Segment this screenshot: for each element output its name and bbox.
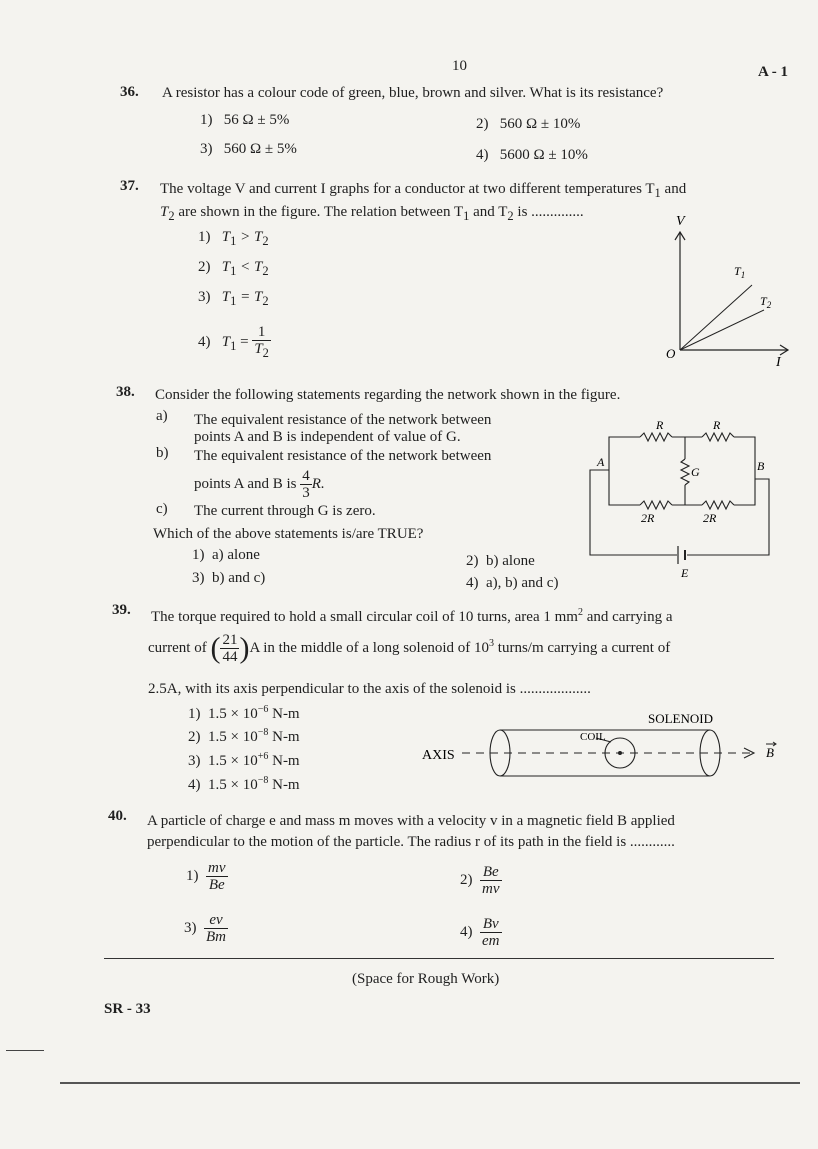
- q38-option-2[interactable]: 2) b) alone: [466, 553, 535, 569]
- q38-question: Which of the above statements is/are TRUE?: [153, 526, 424, 542]
- solenoid-label: SOLENOID: [648, 711, 713, 726]
- graph-x-label: I: [776, 355, 781, 370]
- q39-option-3[interactable]: 3) $1.5 \times 10^{+6}$ N-m: [188, 751, 300, 769]
- label-r1: R: [656, 418, 664, 432]
- graph-y-label: V: [676, 214, 685, 229]
- label-r3: 2R: [641, 511, 655, 525]
- rough-work-label: (Space for Rough Work): [352, 971, 500, 987]
- q36-option-2[interactable]: 2) 560 Ω ± 10%: [476, 116, 581, 132]
- q38-b-line2: points A and B is $\frac{4}{3}$ R.: [194, 468, 325, 501]
- q38-number: 38.: [116, 384, 135, 400]
- q38-circuit-diagram: [585, 415, 780, 580]
- q38-c-label: c): [156, 501, 168, 517]
- resistor-r4: [702, 501, 734, 509]
- page-bottom-edge: [60, 1082, 800, 1084]
- q39-number: 39.: [112, 602, 131, 618]
- q36-option-4[interactable]: 4) 5600 Ω ± 10%: [476, 147, 588, 163]
- q38-option-1[interactable]: 1) a) alone: [192, 547, 260, 563]
- q40-option-1[interactable]: 1) $\frac{mv}{Be}$: [186, 860, 226, 893]
- q37-vi-graph: [660, 210, 800, 375]
- q37-option-3[interactable]: 3) $T_1 = T_2$: [198, 289, 269, 308]
- q39-option-4[interactable]: 4) $1.5 \times 10^{-8}$ N-m: [188, 775, 300, 793]
- q37-option-2[interactable]: 2) $T_1 < T_2$: [198, 259, 269, 278]
- q40-line2: perpendicular to the motion of the particle. The radius r of its path in the field is ............: [147, 834, 675, 850]
- q36-number: 36.: [120, 84, 139, 100]
- resistor-r2: [702, 433, 734, 441]
- page-number: 10: [452, 58, 467, 74]
- coil-label: COIL: [580, 731, 606, 743]
- label-g: G: [691, 465, 700, 479]
- label-b: B: [757, 459, 765, 473]
- q37-option-1[interactable]: 1) $T_1 > T_2$: [198, 229, 269, 248]
- q38-option-3[interactable]: 3) b) and c): [192, 570, 266, 586]
- q36-option-3[interactable]: 3) 560 Ω ± 5%: [200, 141, 297, 157]
- q37-option-4[interactable]: 4) $T_1$ = $\frac{1}{T_2}$: [198, 324, 269, 360]
- scan-mark: [6, 1050, 44, 1051]
- q40-line1: A particle of charge e and mass m moves with a velocity v in a magnetic field B applied: [147, 813, 675, 829]
- label-a: A: [597, 455, 605, 469]
- q36-option-1[interactable]: 1) 56 Ω ± 5%: [200, 112, 290, 128]
- q40-option-2[interactable]: 2) $\frac{Be}{mv}$: [460, 864, 500, 897]
- q39-line3: 2.5A, with its axis perpendicular to the axis of the solenoid is ...................: [148, 681, 591, 697]
- q36-text: A resistor has a colour code of green, blue, brown and silver. What is its resistance?: [162, 85, 664, 101]
- graph-t2-label: $T_2$: [760, 294, 772, 310]
- t1-line: [680, 285, 752, 350]
- q37-text-line2: $T_2$ are shown in the figure. The relation between $T_1$ and $T_2$ is ..............: [160, 204, 584, 223]
- q39-line2: current of ( $\frac{21}{44}$ )A in the middle of a long solenoid of $10^3$ turns/m carrying a current of: [148, 631, 671, 665]
- q39-option-2[interactable]: 2) $1.5 \times 10^{-8}$ N-m: [188, 727, 300, 745]
- axis-label: AXIS: [422, 748, 455, 763]
- q38-intro: Consider the following statements regarding the network shown in the figure.: [155, 387, 621, 403]
- q40-number: 40.: [108, 808, 127, 824]
- q40-option-3[interactable]: 3) $\frac{ev}{Bm}$: [184, 912, 226, 945]
- q38-b-label: b): [156, 445, 169, 461]
- q38-a-label: a): [156, 408, 168, 424]
- q38-c-line1: The current through G is zero.: [194, 503, 376, 519]
- q39-option-1[interactable]: 1) $1.5 \times 10^{-6}$ N-m: [188, 704, 300, 722]
- page-footer-code: SR - 33: [104, 1001, 151, 1017]
- resistor-r3: [640, 501, 672, 509]
- label-r4: 2R: [703, 511, 717, 525]
- paper-code: A - 1: [758, 64, 788, 80]
- q38-b-line1: The equivalent resistance of the network between: [194, 448, 492, 464]
- q38-option-4[interactable]: 4) a), b) and c): [466, 575, 559, 591]
- graph-origin-label: O: [666, 346, 676, 361]
- q37-text-line1: The voltage V and current I graphs for a conductor at two different temperatures $T_1$ and: [160, 181, 687, 200]
- label-e: E: [681, 566, 689, 580]
- galvanometer-g: [681, 459, 689, 485]
- q39-line1: The torque required to hold a small circular coil of 10 turns, area 1 $mm^2$ and carrying a: [151, 607, 673, 625]
- graph-t1-label: $T_1$: [734, 264, 746, 280]
- q40-option-4[interactable]: 4) $\frac{Bv}{em}$: [460, 916, 500, 949]
- rough-work-divider: [104, 958, 774, 959]
- q38-a-line2: points A and B is independent of value of G.: [194, 429, 461, 445]
- q37-number: 37.: [120, 178, 139, 194]
- b-field-label: B: [766, 745, 774, 760]
- q39-solenoid-diagram: [420, 708, 790, 788]
- resistor-r1: [640, 433, 672, 441]
- label-r2: R: [713, 418, 721, 432]
- q38-a-line1: The equivalent resistance of the network between: [194, 412, 492, 428]
- t2-line: [680, 310, 764, 350]
